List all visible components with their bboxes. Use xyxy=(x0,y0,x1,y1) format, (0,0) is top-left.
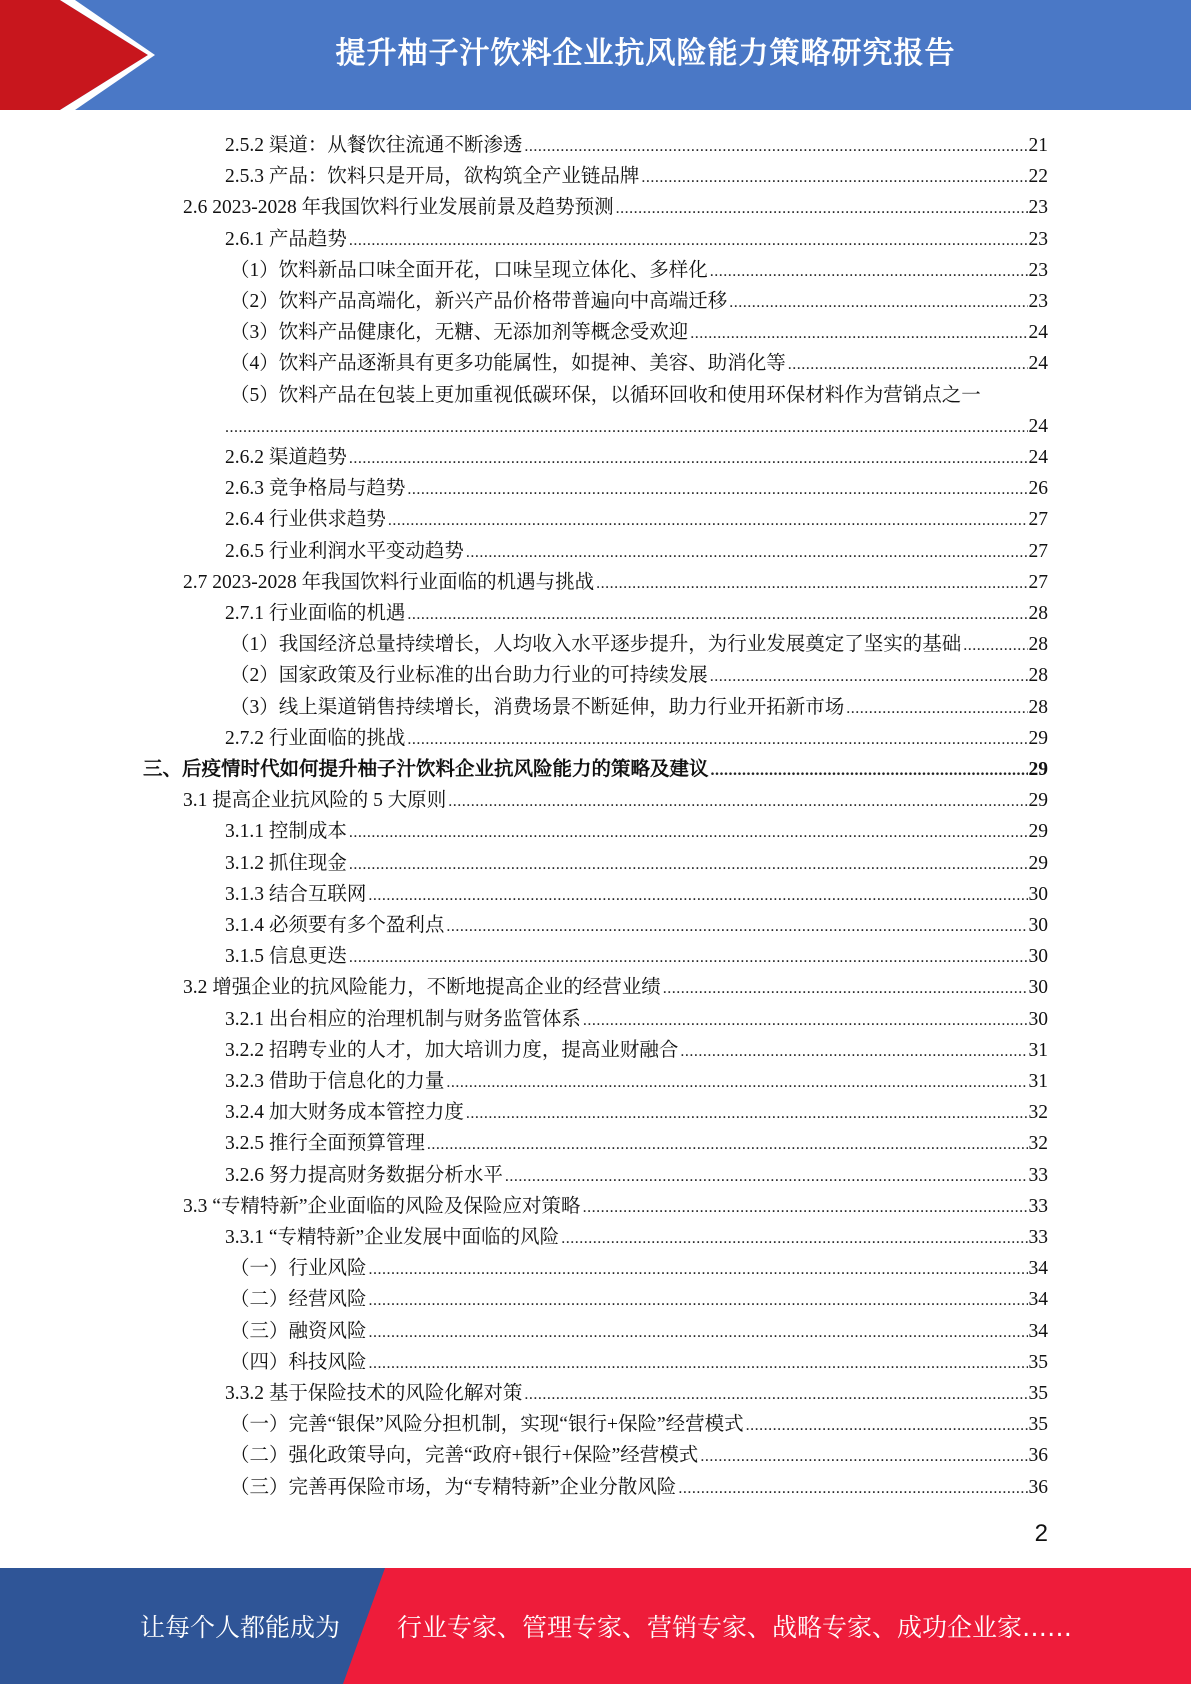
toc-entry[interactable] xyxy=(225,813,1048,844)
toc-entry-page: 29 xyxy=(1028,821,1048,843)
toc-entry-title: 3.2.6 努力提高财务数据分析水平 xyxy=(225,1164,503,1186)
toc-entry[interactable] xyxy=(230,689,1048,720)
toc-entry[interactable] xyxy=(225,1375,1048,1406)
toc-entry-title: 3.2.1 出台相应的治理机制与财务监管体系 xyxy=(225,1008,581,1030)
toc-entry-page: 36 xyxy=(1028,1476,1048,1498)
toc-entry[interactable] xyxy=(230,377,1048,408)
dot-leader xyxy=(963,637,1027,655)
toc-entry-page: 33 xyxy=(1028,1195,1048,1217)
toc-entry-title: 3.1.5 信息更迭 xyxy=(225,946,347,968)
toc-entry-page: 24 xyxy=(1028,415,1048,437)
toc-entry[interactable] xyxy=(143,751,1048,782)
footer-slogan-right: 行业专家、管理专家、营销专家、战略专家、成功企业家…… xyxy=(397,1613,1073,1642)
toc-entry-title: （4）饮料产品逐渐具有更多功能属性，如提神、美容、助消化等 xyxy=(230,353,786,375)
dot-leader xyxy=(678,1480,1027,1498)
toc-entry-page: 30 xyxy=(1028,883,1048,905)
toc-entry-page: 35 xyxy=(1028,1414,1048,1436)
toc-entry-page: 32 xyxy=(1028,1102,1048,1124)
toc-entry[interactable] xyxy=(225,221,1048,252)
toc-entry-title: 3.3 “专精特新”企业面临的风险及保险应对策略 xyxy=(183,1195,581,1217)
toc-entry-page: 23 xyxy=(1028,228,1048,250)
toc-entry[interactable] xyxy=(225,845,1048,876)
toc-entry-title: （2）饮料产品高端化，新兴产品价格带普遍向中高端迁移 xyxy=(230,291,728,312)
toc-entry-title: 3.2.4 加大财务成本管控力度 xyxy=(225,1102,464,1124)
toc-entry-page: 30 xyxy=(1028,946,1048,968)
toc-entry-title: 3.2 增强企业的抗风险能力，不断地提高企业的经营业绩 xyxy=(183,977,661,999)
toc-entry-title: 3.2.5 推行全面预算管理 xyxy=(225,1133,425,1155)
toc-entry-title: 2.5.2 渠道：从餐饮往流通不断渗透 xyxy=(225,135,523,156)
dot-leader xyxy=(788,356,1028,374)
dot-leader xyxy=(349,949,1028,967)
toc-entry-page: 33 xyxy=(1028,1164,1048,1186)
dot-leader xyxy=(616,200,1028,218)
toc-entry[interactable] xyxy=(183,564,1048,595)
page-header xyxy=(0,0,1191,110)
dot-leader xyxy=(596,575,1027,593)
toc-entry[interactable] xyxy=(230,252,1048,283)
toc-entry-page: 29 xyxy=(1028,790,1048,812)
toc-entry[interactable] xyxy=(230,1281,1048,1312)
toc-entry-title: 2.6.4 行业供求趋势 xyxy=(225,509,386,531)
toc-entry-page: 36 xyxy=(1028,1445,1048,1467)
toc-entry-title: 3.1.4 必须要有多个盈利点 xyxy=(225,915,445,936)
toc-entry-page: 26 xyxy=(1028,478,1048,500)
dot-leader xyxy=(710,668,1028,686)
toc-entry-title: 2.7 2023-2028 年我国饮料行业面临的机遇与挑战 xyxy=(183,571,595,593)
toc-entry-page: 29 xyxy=(1028,759,1048,780)
toc-entry[interactable] xyxy=(230,1437,1048,1468)
dot-leader xyxy=(407,481,1027,499)
toc-entry-title: 3.1.3 结合互联网 xyxy=(225,883,367,905)
dot-leader xyxy=(349,232,1028,250)
toc-entry-page: 30 xyxy=(1028,915,1048,936)
dot-leader xyxy=(369,1355,1028,1373)
toc-entry-title: 三、后疫情时代如何提升柚子汁饮料企业抗风险能力的策略及建议 xyxy=(143,759,709,780)
toc-entry-title: （一）行业风险 xyxy=(230,1258,367,1280)
dot-leader xyxy=(349,856,1028,874)
toc-entry-title: （2）国家政策及行业标准的出台助力行业的可持续发展 xyxy=(230,665,708,687)
toc-entry[interactable] xyxy=(225,1094,1048,1125)
toc-entry-continuation[interactable] xyxy=(225,408,1048,439)
toc-entry[interactable] xyxy=(230,1406,1048,1437)
toc-entry-page: 23 xyxy=(1028,197,1048,219)
toc-entry-page: 35 xyxy=(1028,1351,1048,1373)
toc-entry-title: 3.1.2 抓住现金 xyxy=(225,852,347,874)
page-number: 2 xyxy=(1034,1520,1048,1547)
toc-entry-page: 23 xyxy=(1028,259,1048,281)
toc-entry-title: （3）线上渠道销售持续增长，消费场景不断延伸，助力行业开拓新市场 xyxy=(230,696,845,718)
dot-leader xyxy=(369,1292,1028,1310)
toc-entry[interactable] xyxy=(225,876,1048,907)
dot-leader xyxy=(466,544,1028,562)
toc-entry-page: 31 xyxy=(1028,1071,1048,1092)
toc-entry-page: 29 xyxy=(1028,852,1048,874)
toc-entry-title: （三）融资风险 xyxy=(230,1320,367,1342)
dot-leader xyxy=(427,1136,1028,1154)
toc-entry-title: （二）强化政策导向，完善“政府+银行+保险”经营模式 xyxy=(230,1445,699,1467)
header-red-chevron xyxy=(0,0,160,110)
dot-leader xyxy=(583,1012,1028,1030)
dot-leader xyxy=(448,793,1027,811)
dot-leader xyxy=(711,762,1028,780)
footer-slogan-left: 让每个人都能成为 xyxy=(140,1613,341,1642)
toc-entry[interactable] xyxy=(225,1032,1048,1063)
toc-entry-page: 24 xyxy=(1028,353,1048,375)
toc-entry-title: 2.6.5 行业利润水平变动趋势 xyxy=(225,540,464,562)
toc-entry[interactable] xyxy=(225,907,1048,938)
toc-entry-page: 24 xyxy=(1028,322,1048,344)
dot-leader xyxy=(407,606,1027,624)
toc-entry[interactable] xyxy=(230,314,1048,345)
toc-entry-page: 27 xyxy=(1028,540,1048,562)
toc-entry[interactable] xyxy=(225,501,1048,532)
toc-entry-title: （3）饮料产品健康化，无糖、无添加剂等概念受欢迎 xyxy=(230,322,689,344)
toc-entry-title: （1）饮料新品口味全面开花，口味呈现立体化、多样化 xyxy=(230,259,708,281)
toc-entry-title: （四）科技风险 xyxy=(230,1351,367,1373)
toc-entry-page: 24 xyxy=(1028,447,1048,468)
toc-entry[interactable] xyxy=(225,470,1048,501)
dot-leader xyxy=(369,1261,1028,1279)
dot-leader xyxy=(700,1448,1027,1466)
toc-entry-page: 28 xyxy=(1028,665,1048,687)
toc-entry-title: 2.7.2 行业面临的挑战 xyxy=(225,727,406,749)
toc-entry-page: 30 xyxy=(1028,977,1048,999)
dot-leader xyxy=(505,1168,1028,1186)
toc-entry-page: 29 xyxy=(1028,727,1048,749)
dot-leader xyxy=(583,1199,1028,1217)
toc-entry-page: 28 xyxy=(1028,603,1048,624)
toc-entry[interactable] xyxy=(225,595,1048,626)
toc-entry[interactable] xyxy=(225,439,1048,470)
toc-entry-page: 33 xyxy=(1028,1227,1048,1248)
toc-entry-page: 27 xyxy=(1028,571,1048,593)
toc-entry[interactable] xyxy=(183,1188,1048,1219)
toc-entry-page: 21 xyxy=(1028,135,1048,156)
toc-entry[interactable] xyxy=(230,1313,1048,1344)
dot-leader xyxy=(407,731,1027,749)
toc-entry-title: 2.6.1 产品趋势 xyxy=(225,228,347,250)
toc-entry[interactable] xyxy=(225,1125,1048,1156)
toc-entry[interactable] xyxy=(225,1063,1048,1094)
toc-entry[interactable] xyxy=(225,1001,1048,1032)
page-footer xyxy=(0,1568,1191,1684)
dot-leader xyxy=(690,325,1027,343)
dot-leader xyxy=(641,169,1027,187)
toc-entry-title: 2.6.3 竞争格局与趋势 xyxy=(225,478,406,500)
toc-entry-page: 31 xyxy=(1028,1039,1048,1061)
toc-entry-page: 30 xyxy=(1028,1008,1048,1030)
toc-entry[interactable] xyxy=(225,158,1048,189)
toc-entry-page: 32 xyxy=(1028,1133,1048,1155)
dot-leader xyxy=(369,1324,1028,1342)
toc-entry-page: 28 xyxy=(1028,696,1048,718)
toc-entry[interactable] xyxy=(183,969,1048,1000)
toc-entry-page: 23 xyxy=(1028,291,1048,312)
toc-entry-title: 3.3.1 “专精特新”企业发展中面临的风险 xyxy=(225,1227,560,1248)
toc-entry[interactable] xyxy=(183,782,1048,813)
toc-entry-page: 28 xyxy=(1028,634,1048,656)
toc-entry[interactable] xyxy=(230,657,1048,688)
toc-entry[interactable] xyxy=(230,1344,1048,1375)
dot-leader xyxy=(388,512,1028,530)
dot-leader xyxy=(368,887,1027,905)
toc-entry[interactable] xyxy=(225,1219,1048,1250)
toc-entry-page: 27 xyxy=(1028,509,1048,531)
toc-entry-title: 2.6 2023-2028 年我国饮料行业发展前景及趋势预测 xyxy=(183,197,614,219)
toc-entry[interactable] xyxy=(225,533,1048,564)
dot-leader xyxy=(466,1105,1028,1123)
dot-leader xyxy=(746,1417,1028,1435)
dot-leader xyxy=(729,294,1027,312)
toc-entry-page: 35 xyxy=(1028,1383,1048,1404)
toc-entry[interactable] xyxy=(230,626,1048,657)
toc-entry-title: （三）完善再保险市场，为“专精特新”企业分散风险 xyxy=(230,1476,677,1498)
dot-leader xyxy=(446,918,1027,936)
dot-leader xyxy=(349,450,1028,468)
toc-entry-title: （1）我国经济总量持续增长，人均收入水平逐步提升，为行业发展奠定了坚实的基础 xyxy=(230,634,962,656)
toc-entry[interactable] xyxy=(225,1157,1048,1188)
toc-entry-page: 22 xyxy=(1028,166,1048,188)
toc-entry-title: 3.2.2 招聘专业的人才，加大培训力度，提高业财融合 xyxy=(225,1039,679,1061)
toc-entry-title: 2.7.1 行业面临的机遇 xyxy=(225,603,406,624)
toc-entry-page: 34 xyxy=(1028,1289,1048,1311)
toc-entry-title: 3.1 提高企业抗风险的 5 大原则 xyxy=(183,790,447,812)
toc-entry-title: 3.2.3 借助于信息化的力量 xyxy=(225,1071,445,1092)
toc-entry-title: 3.3.2 基于保险技术的风险化解对策 xyxy=(225,1383,523,1404)
dot-leader xyxy=(680,1043,1027,1061)
toc-entry[interactable] xyxy=(230,283,1048,314)
toc-entry[interactable] xyxy=(183,189,1048,220)
dot-leader xyxy=(349,824,1028,842)
dot-leader xyxy=(225,419,1028,437)
dot-leader xyxy=(846,700,1027,718)
toc-entry-title: 3.1.1 控制成本 xyxy=(225,821,347,843)
toc-entry-page: 34 xyxy=(1028,1258,1048,1280)
toc-entry[interactable] xyxy=(225,938,1048,969)
toc-entry[interactable] xyxy=(230,1469,1048,1500)
toc-entry[interactable] xyxy=(230,1250,1048,1281)
toc-entry[interactable] xyxy=(225,127,1048,158)
toc-entry-title: （5）饮料产品在包装上更加重视低碳环保，以循环回收和使用环保材料作为营销点之一 xyxy=(230,384,981,406)
toc-entry-title: （二）经营风险 xyxy=(230,1289,367,1311)
toc-entry-title: 2.5.3 产品：饮料只是开局，欲构筑全产业链品牌 xyxy=(225,166,640,188)
dot-leader xyxy=(561,1230,1027,1248)
toc-entry-title: 2.6.2 渠道趋势 xyxy=(225,447,347,468)
dot-leader xyxy=(524,1386,1027,1404)
dot-leader xyxy=(446,1074,1027,1092)
toc-entry-title: （一）完善“银保”风险分担机制，实现“银行+保险”经营模式 xyxy=(230,1414,744,1436)
toc-entry[interactable] xyxy=(230,345,1048,376)
dot-leader xyxy=(524,138,1027,156)
dot-leader xyxy=(710,263,1028,281)
report-title: 提升柚子汁饮料企业抗风险能力策略研究报告 xyxy=(335,36,956,71)
dot-leader xyxy=(663,980,1028,998)
toc-entry-page: 34 xyxy=(1028,1320,1048,1342)
toc-entry[interactable] xyxy=(225,720,1048,751)
